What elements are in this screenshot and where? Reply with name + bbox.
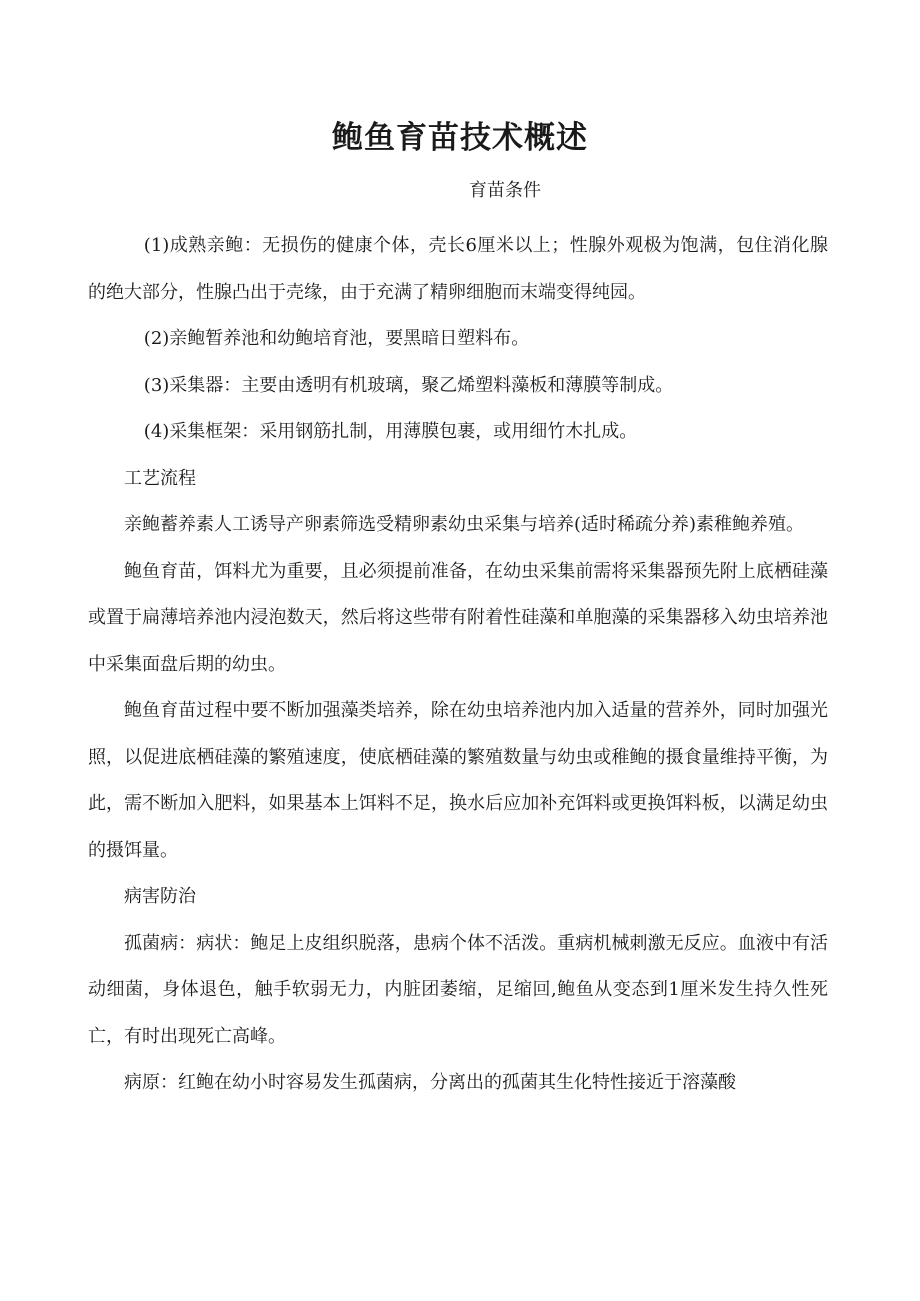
section-heading-breeding-conditions: 育苗条件 (469, 180, 541, 201)
document-title: 鲍鱼育苗技术概述 (332, 120, 588, 156)
section-heading-process-flow: 工艺流程 (124, 467, 196, 489)
paragraph-item-3: (3)采集器：主要由透明有机玻璃，聚乙烯塑料藻板和薄膜等制成。 (143, 374, 674, 396)
section-heading-disease-control: 病害防治 (124, 886, 196, 907)
paragraph-item-2: (2)亲鲍暂养池和幼鲍培育池，要黑暗日塑料布。 (143, 328, 530, 349)
paragraph-pathogen: 病原：红鲍在幼小时容易发生孤菌病，分离出的孤菌其生化特性接近于溶藻酸 (124, 1072, 736, 1093)
paragraph-vibrio-disease: 孤菌病：病状：鲍足上皮组织脱落，患病个体不活泼。重病机械刺激无反应。血液中有活动细菌，身体退色，触手软弱无力，内脏团萎缩，足缩回,鲍鱼从变态到1厘米发生持久性死亡，有时出现死亡高峰。 (88, 932, 828, 1047)
document-body (88, 223, 828, 1107)
paragraph-feed-preparation: 鲍鱼育苗，饵料尤为重要，且必须提前准备，在幼虫采集前需将采集器预先附上底栖硅藻或置于扁薄培养池内浸泡数天，然后将这些带有附着性硅藻和单胞藻的采集器移入幼虫培养池中采集面盘后期的幼虫。 (88, 560, 828, 675)
paragraph-item-4: (4)采集框架：采用钢筋扎制，用薄膜包裹，或用细竹木扎成。 (143, 421, 638, 442)
paragraph-process-steps: 亲鲍蓄养素人工诱导产卵素筛选受精卵素幼虫采集与培养(适时稀疏分养)素稚鲍养殖。 (124, 514, 805, 535)
paragraph-algae-culture: 鲍鱼育苗过程中要不断加强藻类培养，除在幼虫培养池内加入适量的营养外，同时加强光照，以促进底栖硅藻的繁殖速度，使底栖硅藻的繁殖数量与幼虫或稚鲍的摄食量维持平衡，为此，需不断加入肥料，如果基本上饵料不足，换水后应加补充饵料或更换饵料板，以满足幼虫的摄饵量。 (88, 700, 828, 861)
paragraph-item-1: (1)成熟亲鲍：无损伤的健康个体，壳长6厘米以上；性腺外观极为饱满，包住消化腺的绝大部分，性腺凸出于壳缘，由于充满了精卵细胞而末端变得纯园。 (88, 235, 828, 303)
